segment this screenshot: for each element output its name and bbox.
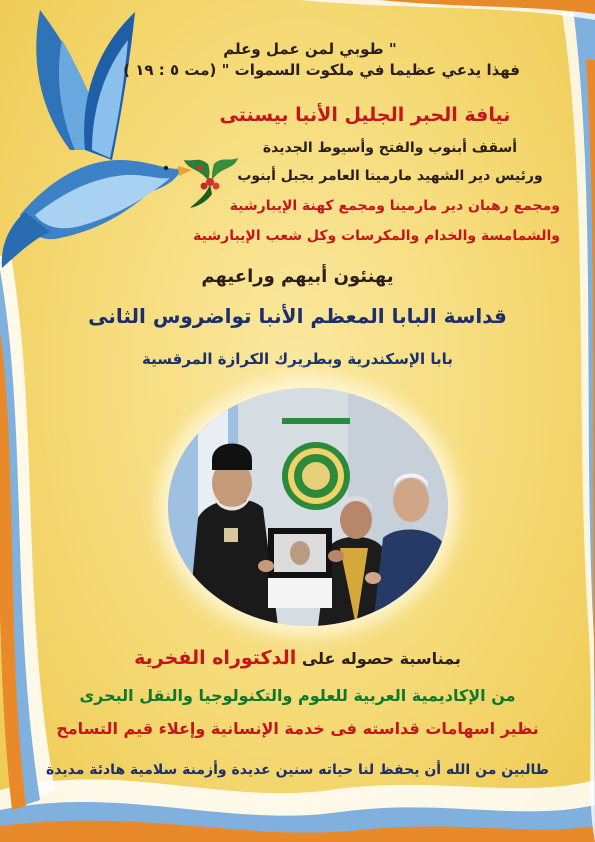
occasion-degree: الدكتوراه الفخرية: [134, 647, 297, 669]
sender-title: نيافة الحبر الجليل الأنبا بيسنتى: [219, 104, 511, 126]
occasion-from: من الإكاديمية العربية للعلوم والتكنولوجيا والنقل البحرى: [79, 686, 516, 705]
verse-line-2: فهذا يدعي عظيما في ملكوت السموات " (مت ٥ : ١٩ ): [123, 61, 520, 79]
pope-name: قداسة البابا المعظم الأنبا تواضروس الثانى: [88, 304, 507, 328]
sender-line-1: أسقف أبنوب والفتح وأسيوط الجديدة: [262, 140, 518, 156]
occasion-line: [0, 647, 595, 669]
ceremony-photo: [168, 388, 448, 626]
occasion-prefix: بمناسبة حصوله على: [301, 649, 461, 668]
occasion-reason: نظير اسهامات قداسته فى خدمة الإنسانية وإعلاء قيم التسامح: [56, 719, 539, 738]
congrats-line: يهنئون أبيهم وراعيهم: [201, 266, 394, 287]
sender-line-4: والشمامسة والخدام والمكرسات وكل شعب الإيبارشية: [193, 228, 560, 244]
pope-title: بابا الإسكندرية وبطريرك الكرازة المرقسية: [142, 350, 453, 368]
ceremony-scene: [168, 388, 448, 626]
verse-line-1: " طوبي لمن عمل وعلم: [223, 40, 397, 58]
sender-line-3: ومجمع رهبان دير مارمينا ومجمع كهنة الإيبارشية: [229, 198, 560, 214]
sender-line-2: ورئيس دير الشهيد مارمينا العامر بجبل أبنوب: [237, 168, 543, 184]
occasion-wish: طالبين من الله أن يحفظ لنا حياته سنين عديدة وأزمنة سلامية هادئة مديدة: [46, 762, 549, 778]
